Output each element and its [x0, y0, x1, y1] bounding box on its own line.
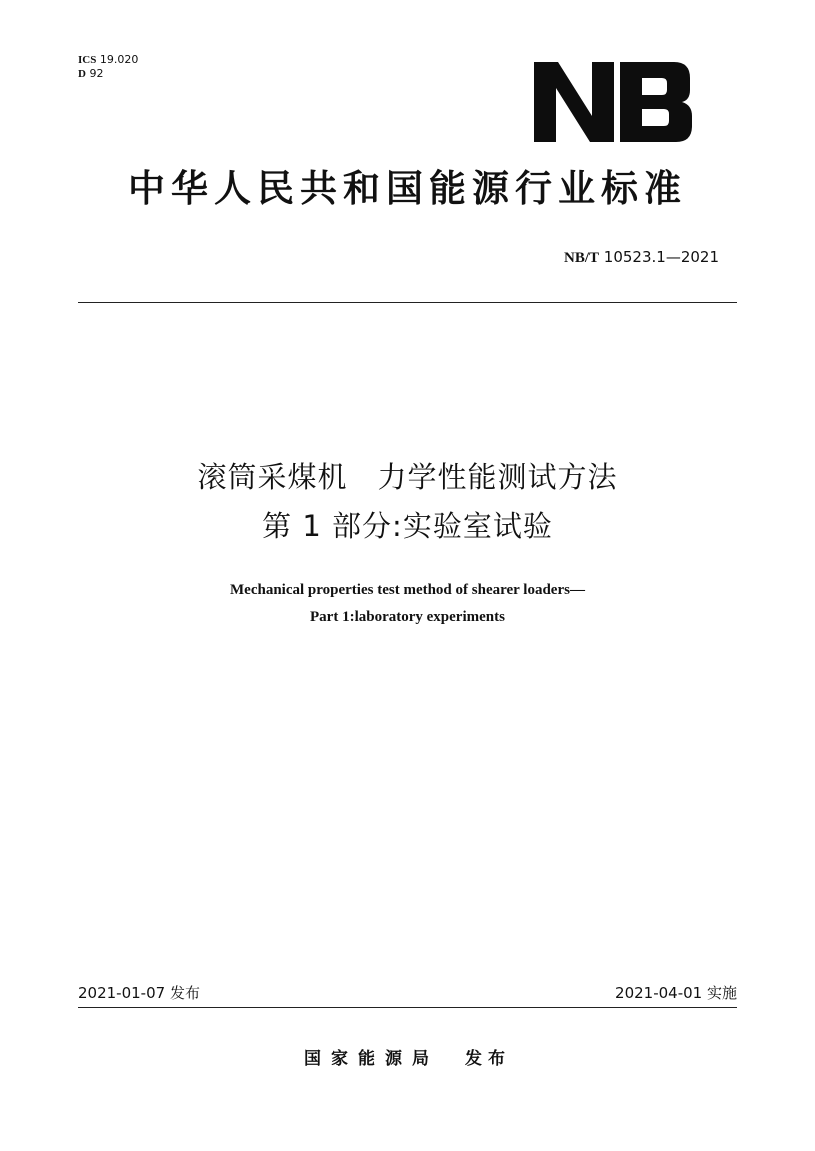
ccs-line	[78, 67, 138, 81]
title-en-line1: Mechanical properties test method of shearer loaders—	[230, 582, 585, 598]
ccs-code: 92	[89, 67, 104, 80]
standard-number	[564, 247, 719, 268]
ics-code: 19.020	[99, 53, 139, 66]
title-en-line2: Part 1:laboratory experiments	[310, 609, 505, 625]
issuing-organization: 国家能源局	[304, 1049, 439, 1069]
standard-number-prefix: NB/T	[564, 250, 600, 266]
issuer	[0, 1047, 815, 1071]
standard-number-value: 10523.1—2021	[603, 248, 719, 266]
bottom-divider	[78, 1007, 737, 1008]
title-zh-line1: 滚筒采煤机 力学性能测试方法	[197, 460, 618, 494]
standard-type-heading: 中华人民共和国能源行业标准	[128, 167, 687, 210]
release-date: 2021-01-07 发布	[78, 984, 200, 1002]
nb-logo	[534, 62, 692, 142]
top-divider	[78, 302, 737, 303]
title-zh-line2: 第 1 部分:实验室试验	[262, 509, 553, 543]
classification-codes	[78, 53, 138, 81]
ccs-label: D	[78, 68, 86, 80]
issue-action: 发布	[465, 1049, 511, 1069]
ics-label: ICS	[78, 54, 97, 66]
ics-line	[78, 53, 138, 67]
implementation-date: 2021-04-01 实施	[615, 984, 737, 1002]
